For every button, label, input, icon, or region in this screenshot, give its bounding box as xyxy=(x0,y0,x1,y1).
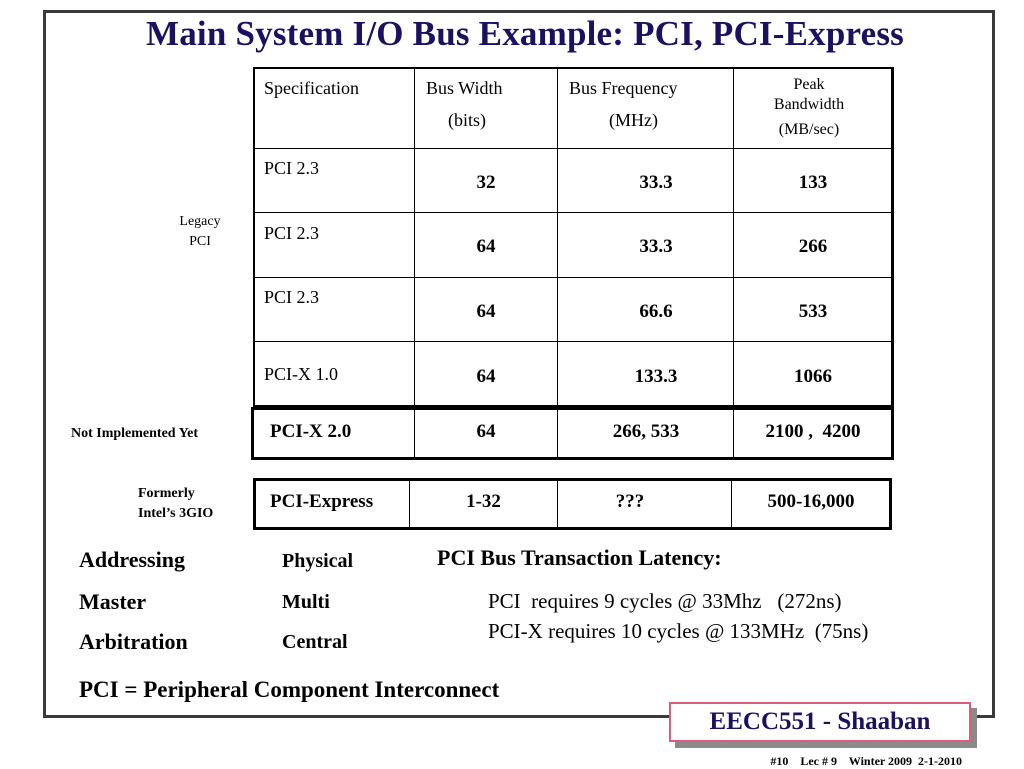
slide-info: #10 Lec # 9 Winter 2009 2-1-2010 xyxy=(770,754,962,768)
cell-spec: PCI 2.3 xyxy=(264,223,320,243)
legacy-pci-label: PCI xyxy=(189,234,211,249)
course-label: EECC551 - Shaaban xyxy=(709,708,931,735)
latency-heading: PCI Bus Transaction Latency: xyxy=(437,545,722,570)
property-value: Multi xyxy=(282,591,330,613)
cell-bandwidth: 2100 , 4200 xyxy=(765,421,861,442)
cell-frequency: 66.6 xyxy=(639,301,673,322)
cell-frequency: 33.3 xyxy=(639,236,673,257)
cell-spec: PCI-Express xyxy=(270,491,374,512)
header-bus-frequency: Bus Frequency xyxy=(569,78,678,98)
cell-width: 1-32 xyxy=(466,491,501,512)
course-badge xyxy=(669,702,971,742)
pci-definition: PCI = Peripheral Component Interconnect xyxy=(79,677,500,702)
cell-bandwidth: 266 xyxy=(798,236,828,257)
cell-spec: PCI 2.3 xyxy=(264,287,320,307)
latency-pci: PCI requires 9 cycles @ 33Mhz (272ns) xyxy=(488,589,842,613)
cell-width: 64 xyxy=(476,366,496,387)
header-bus-width-unit: (bits) xyxy=(448,110,486,130)
cell-frequency: ??? xyxy=(615,491,645,512)
header-peak: Peak xyxy=(793,76,825,93)
cell-bandwidth: 133 xyxy=(798,172,828,193)
cell-spec: PCI-X 2.0 xyxy=(270,421,352,442)
cell-width: 64 xyxy=(476,301,496,322)
cell-bandwidth: 533 xyxy=(798,301,828,322)
table-divider xyxy=(253,148,893,149)
property-label: Master xyxy=(79,589,147,614)
cell-width: 64 xyxy=(476,421,496,442)
cell-spec: PCI 2.3 xyxy=(264,158,320,178)
cell-width: 64 xyxy=(476,236,496,257)
property-value: Central xyxy=(282,631,348,653)
table-divider xyxy=(253,277,893,278)
header-bus-frequency-unit: (MHz) xyxy=(609,110,658,130)
latency-pcix: PCI-X requires 10 cycles @ 133MHz (75ns) xyxy=(488,619,869,643)
property-label: Arbitration xyxy=(79,629,188,654)
header-bandwidth: Bandwidth xyxy=(773,96,845,113)
table-divider xyxy=(253,341,893,342)
table-divider xyxy=(253,212,893,213)
property-value: Physical xyxy=(282,550,354,572)
intel-3gio-label: Intel’s 3GIO xyxy=(138,506,214,521)
property-label: Addressing xyxy=(79,547,185,572)
not-implemented-label: Not Implemented Yet xyxy=(71,426,199,441)
cell-spec: PCI-X 1.0 xyxy=(264,364,339,384)
cell-width: 32 xyxy=(476,172,496,193)
cell-frequency: 33.3 xyxy=(639,172,673,193)
header-bus-width: Bus Width xyxy=(426,78,503,98)
legacy-label: Legacy xyxy=(179,214,221,229)
cell-bandwidth: 500-16,000 xyxy=(767,491,855,512)
cell-frequency: 266, 533 xyxy=(612,421,680,442)
formerly-label: Formerly xyxy=(138,486,195,501)
slide-title: Main System I/O Bus Example: PCI, PCI-Express xyxy=(146,14,904,53)
cell-frequency: 133.3 xyxy=(634,366,678,387)
cell-bandwidth: 1066 xyxy=(794,366,832,387)
header-specification: Specification xyxy=(264,78,359,98)
header-bandwidth-unit: (MB/sec) xyxy=(778,121,840,138)
